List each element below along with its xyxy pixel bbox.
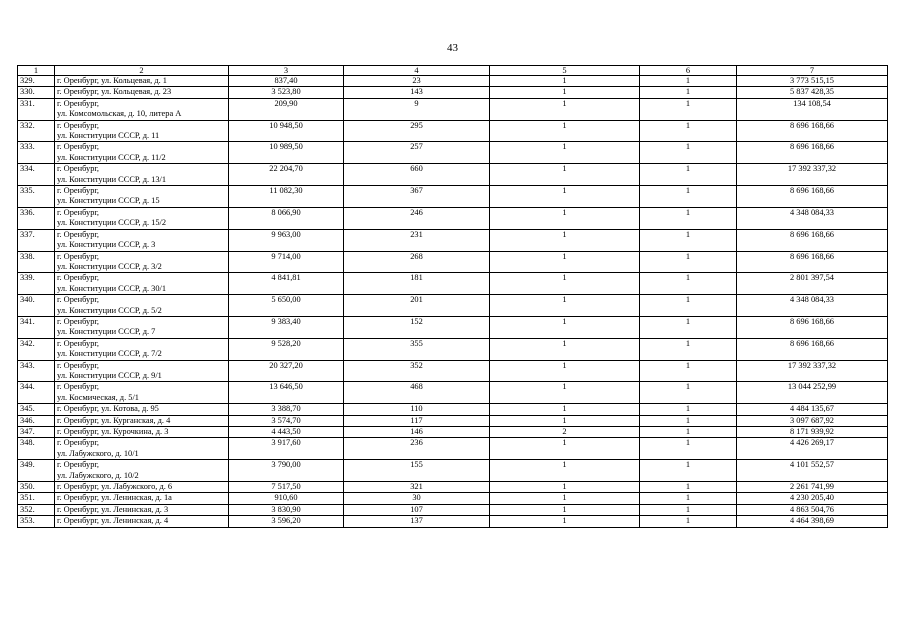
amount-cell: 8 696 168,66 [737,229,888,251]
area-cell: 9 714,00 [229,251,344,273]
count-cell: 110 [344,404,490,415]
col-6-value-cell: 1 [640,164,737,186]
area-cell: 3 917,60 [229,438,344,460]
area-cell: 10 989,50 [229,142,344,164]
col-6-value-cell: 1 [640,229,737,251]
row-number-cell: 330. [18,87,55,98]
address-cell: г. Оренбург, ул. Конституции СССР, д. 7/2 [55,338,229,360]
address-cell: г. Оренбург, ул. Курганская, д. 4 [55,415,229,426]
amount-cell: 4 230 205,40 [737,493,888,504]
col-5-value-cell: 1 [490,504,640,515]
row-number-cell: 342. [18,338,55,360]
row-number-cell: 344. [18,382,55,404]
row-number-cell: 351. [18,493,55,504]
address-cell: г. Оренбург, ул. Лабужского, д. 6 [55,482,229,493]
column-header: 6 [640,66,737,76]
col-6-value-cell: 1 [640,273,737,295]
row-number-cell: 337. [18,229,55,251]
col-5-value-cell: 1 [490,493,640,504]
col-5-value-cell: 1 [490,142,640,164]
col-5-value-cell: 1 [490,164,640,186]
table-row [18,415,888,426]
col-6-value-cell: 1 [640,120,737,142]
area-cell: 9 963,00 [229,229,344,251]
count-cell: 143 [344,87,490,98]
count-cell: 246 [344,207,490,229]
area-cell: 3 830,90 [229,504,344,515]
col-5-value-cell: 2 [490,427,640,438]
amount-cell: 4 101 552,57 [737,460,888,482]
row-number-cell: 341. [18,316,55,338]
column-header: 2 [55,66,229,76]
amount-cell: 2 261 741,99 [737,482,888,493]
amount-cell: 8 696 168,66 [737,338,888,360]
address-cell: г. Оренбург, ул. Курочкина, д. 3 [55,427,229,438]
count-cell: 231 [344,229,490,251]
amount-cell: 4 348 084,33 [737,207,888,229]
col-5-value-cell: 1 [490,460,640,482]
col-5-value-cell: 1 [490,404,640,415]
table-row [18,186,888,208]
col-5-value-cell: 1 [490,186,640,208]
area-cell: 3 790,00 [229,460,344,482]
col-5-value-cell: 1 [490,76,640,87]
row-number-cell: 335. [18,186,55,208]
count-cell: 23 [344,76,490,87]
row-number-cell: 352. [18,504,55,515]
area-cell: 910,60 [229,493,344,504]
address-cell: г. Оренбург, ул. Конституции СССР, д. 3 [55,229,229,251]
col-6-value-cell: 1 [640,438,737,460]
table-row [18,76,888,87]
table-row [18,460,888,482]
address-cell: г. Оренбург, ул. Ленинская, д. 4 [55,516,229,527]
col-6-value-cell: 1 [640,251,737,273]
table-header-row [18,66,888,76]
amount-cell: 13 044 252,99 [737,382,888,404]
page-number: 43 [447,42,458,54]
area-cell: 11 082,30 [229,186,344,208]
amount-cell: 8 696 168,66 [737,142,888,164]
area-cell: 22 204,70 [229,164,344,186]
table-row [18,207,888,229]
column-header: 3 [229,66,344,76]
amount-cell: 8 696 168,66 [737,186,888,208]
count-cell: 660 [344,164,490,186]
count-cell: 152 [344,316,490,338]
area-cell: 5 650,00 [229,295,344,317]
amount-cell: 8 171 939,92 [737,427,888,438]
address-cell: г. Оренбург, ул. Конституции СССР, д. 11/2 [55,142,229,164]
col-6-value-cell: 1 [640,338,737,360]
row-number-cell: 329. [18,76,55,87]
area-cell: 837,40 [229,76,344,87]
area-cell: 7 517,50 [229,482,344,493]
count-cell: 295 [344,120,490,142]
column-header: 7 [737,66,888,76]
row-number-cell: 349. [18,460,55,482]
col-5-value-cell: 1 [490,87,640,98]
row-number-cell: 345. [18,404,55,415]
amount-cell: 17 392 337,32 [737,164,888,186]
row-number-cell: 338. [18,251,55,273]
row-number-cell: 347. [18,427,55,438]
address-cell: г. Оренбург, ул. Котова, д. 95 [55,404,229,415]
address-cell: г. Оренбург, ул. Ленинская, д. 1а [55,493,229,504]
col-5-value-cell: 1 [490,516,640,527]
area-cell: 9 383,40 [229,316,344,338]
row-number-cell: 333. [18,142,55,164]
table-row [18,273,888,295]
table-row [18,251,888,273]
col-6-value-cell: 1 [640,404,737,415]
address-cell: г. Оренбург, ул. Космическая, д. 5/1 [55,382,229,404]
col-5-value-cell: 1 [490,207,640,229]
address-cell: г. Оренбург, ул. Кольцевая, д. 23 [55,87,229,98]
col-6-value-cell: 1 [640,360,737,382]
address-cell: г. Оренбург, ул. Конституции СССР, д. 7 [55,316,229,338]
col-5-value-cell: 1 [490,98,640,120]
area-cell: 3 596,20 [229,516,344,527]
amount-cell: 4 348 084,33 [737,295,888,317]
count-cell: 9 [344,98,490,120]
amount-cell: 4 863 504,76 [737,504,888,515]
amount-cell: 4 484 135,67 [737,404,888,415]
count-cell: 236 [344,438,490,460]
table-row [18,164,888,186]
row-number-cell: 331. [18,98,55,120]
row-number-cell: 332. [18,120,55,142]
table-row [18,504,888,515]
count-cell: 30 [344,493,490,504]
amount-cell: 5 837 428,35 [737,87,888,98]
col-5-value-cell: 1 [490,382,640,404]
count-cell: 257 [344,142,490,164]
col-6-value-cell: 1 [640,295,737,317]
table-row [18,316,888,338]
col-5-value-cell: 1 [490,273,640,295]
row-number-cell: 346. [18,415,55,426]
col-5-value-cell: 1 [490,360,640,382]
count-cell: 107 [344,504,490,515]
col-5-value-cell: 1 [490,482,640,493]
address-cell: г. Оренбург, ул. Конституции СССР, д. 15/2 [55,207,229,229]
area-cell: 9 528,20 [229,338,344,360]
row-number-cell: 334. [18,164,55,186]
address-cell: г. Оренбург, ул. Конституции СССР, д. 13/1 [55,164,229,186]
table-row [18,404,888,415]
address-cell: г. Оренбург, ул. Конституции СССР, д. 30/1 [55,273,229,295]
area-cell: 10 948,50 [229,120,344,142]
col-6-value-cell: 1 [640,415,737,426]
col-6-value-cell: 1 [640,516,737,527]
table-row [18,142,888,164]
table-row [18,360,888,382]
amount-cell: 8 696 168,66 [737,251,888,273]
amount-cell: 134 108,54 [737,98,888,120]
area-cell: 13 646,50 [229,382,344,404]
area-cell: 3 388,70 [229,404,344,415]
col-6-value-cell: 1 [640,76,737,87]
address-cell: г. Оренбург, ул. Кольцевая, д. 1 [55,76,229,87]
address-cell: г. Оренбург, ул. Лабужского, д. 10/1 [55,438,229,460]
amount-cell: 4 426 269,17 [737,438,888,460]
area-cell: 4 841,81 [229,273,344,295]
count-cell: 146 [344,427,490,438]
row-number-cell: 343. [18,360,55,382]
col-5-value-cell: 1 [490,120,640,142]
amount-cell: 8 696 168,66 [737,120,888,142]
address-cell: г. Оренбург, ул. Ленинская, д. 3 [55,504,229,515]
col-5-value-cell: 1 [490,438,640,460]
col-5-value-cell: 1 [490,415,640,426]
table-row [18,338,888,360]
count-cell: 468 [344,382,490,404]
row-number-cell: 350. [18,482,55,493]
count-cell: 352 [344,360,490,382]
address-cell: г. Оренбург, ул. Конституции СССР, д. 15 [55,186,229,208]
col-6-value-cell: 1 [640,493,737,504]
col-6-value-cell: 1 [640,142,737,164]
table-row [18,427,888,438]
col-6-value-cell: 1 [640,504,737,515]
count-cell: 201 [344,295,490,317]
col-5-value-cell: 1 [490,338,640,360]
area-cell: 209,90 [229,98,344,120]
table-row [18,295,888,317]
address-cell: г. Оренбург, ул. Конституции СССР, д. 11 [55,120,229,142]
col-6-value-cell: 1 [640,87,737,98]
count-cell: 355 [344,338,490,360]
registry-table [17,65,888,528]
row-number-cell: 339. [18,273,55,295]
table-row [18,120,888,142]
row-number-cell: 336. [18,207,55,229]
row-number-cell: 340. [18,295,55,317]
col-6-value-cell: 1 [640,98,737,120]
column-header: 5 [490,66,640,76]
col-6-value-cell: 1 [640,186,737,208]
amount-cell: 3 097 687,92 [737,415,888,426]
count-cell: 367 [344,186,490,208]
table-row [18,98,888,120]
address-cell: г. Оренбург, ул. Лабужского, д. 10/2 [55,460,229,482]
area-cell: 3 574,70 [229,415,344,426]
col-6-value-cell: 1 [640,460,737,482]
address-cell: г. Оренбург, ул. Комсомольская, д. 10, литера А [55,98,229,120]
col-6-value-cell: 1 [640,482,737,493]
table-row [18,482,888,493]
column-header: 1 [18,66,55,76]
col-5-value-cell: 1 [490,316,640,338]
col-5-value-cell: 1 [490,295,640,317]
address-cell: г. Оренбург, ул. Конституции СССР, д. 9/1 [55,360,229,382]
table-row [18,493,888,504]
row-number-cell: 348. [18,438,55,460]
area-cell: 20 327,20 [229,360,344,382]
table-row [18,87,888,98]
col-6-value-cell: 1 [640,427,737,438]
col-6-value-cell: 1 [640,207,737,229]
address-cell: г. Оренбург, ул. Конституции СССР, д. 3/2 [55,251,229,273]
amount-cell: 17 392 337,32 [737,360,888,382]
column-header: 4 [344,66,490,76]
col-5-value-cell: 1 [490,229,640,251]
table-row [18,382,888,404]
area-cell: 4 443,50 [229,427,344,438]
count-cell: 117 [344,415,490,426]
row-number-cell: 353. [18,516,55,527]
col-5-value-cell: 1 [490,251,640,273]
amount-cell: 4 464 398,69 [737,516,888,527]
table-row [18,516,888,527]
amount-cell: 2 801 397,54 [737,273,888,295]
count-cell: 321 [344,482,490,493]
count-cell: 181 [344,273,490,295]
count-cell: 137 [344,516,490,527]
count-cell: 155 [344,460,490,482]
address-cell: г. Оренбург, ул. Конституции СССР, д. 5/2 [55,295,229,317]
area-cell: 8 066,90 [229,207,344,229]
amount-cell: 3 773 515,15 [737,76,888,87]
area-cell: 3 523,80 [229,87,344,98]
table-row [18,438,888,460]
amount-cell: 8 696 168,66 [737,316,888,338]
col-6-value-cell: 1 [640,316,737,338]
table-row [18,229,888,251]
col-6-value-cell: 1 [640,382,737,404]
count-cell: 268 [344,251,490,273]
